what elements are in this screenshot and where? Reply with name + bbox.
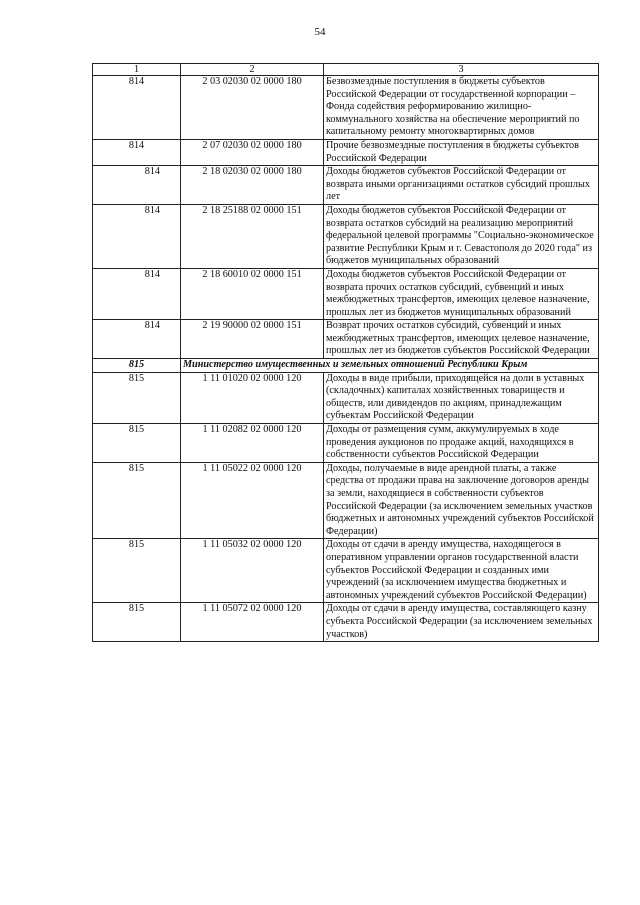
budget-classification-code-cell: 2 19 90000 02 0000 151 bbox=[181, 320, 324, 359]
income-description-cell: Доходы, получаемые в виде арендной платы, а также средства от продажи права на заключение договоров аренды за земли, находящиеся в собственности субъектов Российской Федерации (за исключением земельных участков бюджетных и автономных учреждений субъектов Российской Федерации) bbox=[324, 462, 599, 539]
admin-code-cell: 815 bbox=[93, 603, 181, 642]
column-header-3: 3 bbox=[324, 64, 599, 76]
table-row bbox=[93, 603, 599, 642]
admin-code-cell: 815 bbox=[93, 539, 181, 603]
budget-classification-code-cell: 2 18 25188 02 0000 151 bbox=[181, 204, 324, 268]
table-row bbox=[93, 139, 599, 165]
budget-classification-code-cell: 1 11 02082 02 0000 120 bbox=[181, 424, 324, 463]
table-row bbox=[93, 166, 599, 205]
income-description-cell: Доходы бюджетов субъектов Российской Федерации от возврата остатков субсидий на реализацию мероприятий федеральной целевой программы "Социально-экономическое развитие Республики Крым и г. Севастополя до 2020 года" из бюджетов муниципальных образований bbox=[324, 204, 599, 268]
budget-classification-code-cell: 1 11 05032 02 0000 120 bbox=[181, 539, 324, 603]
table-row bbox=[93, 372, 599, 423]
admin-code-cell: 815 bbox=[93, 462, 181, 539]
admin-code-cell: 814 bbox=[93, 320, 181, 359]
income-description-cell: Безвозмездные поступления в бюджеты субъектов Российской Федерации от государственной корпорации – Фонда содействия реформированию жилищно-коммунального хозяйства на обеспечение мероприятий по капитальному ремонту многоквартирных домов bbox=[324, 76, 599, 140]
table-row bbox=[93, 204, 599, 268]
income-description-cell: Доходы бюджетов субъектов Российской Федерации от возврата прочих остатков субсидий, субвенций и иных межбюджетных трансфертов, имеющих целевое назначение, прошлых лет из бюджетов муниципальных образований bbox=[324, 268, 599, 319]
table-row bbox=[93, 539, 599, 603]
ministry-title-cell: Министерство имущественных и земельных отношений Республики Крым bbox=[181, 359, 599, 373]
table-row bbox=[93, 320, 599, 359]
admin-code-cell: 814 bbox=[93, 268, 181, 319]
income-description-cell: Доходы от сдачи в аренду имущества, находящегося в оперативном управлении органов государственной власти субъектов Российской Федерации и созданных ими учреждений (за исключением имущества бюджетных и автономных учреждений субъектов Российской Федерации) bbox=[324, 539, 599, 603]
admin-code-cell: 815 bbox=[93, 372, 181, 423]
table-row bbox=[93, 462, 599, 539]
admin-code-cell: 815 bbox=[93, 424, 181, 463]
budget-classification-code-cell: 1 11 05022 02 0000 120 bbox=[181, 462, 324, 539]
budget-classification-code-cell: 2 18 02030 02 0000 180 bbox=[181, 166, 324, 205]
table-row bbox=[93, 268, 599, 319]
income-description-cell: Доходы от размещения сумм, аккумулируемых в ходе проведения аукционов по продаже акций, находящихся в собственности субъектов Российской Федерации bbox=[324, 424, 599, 463]
budget-classification-code-cell: 1 11 01020 02 0000 120 bbox=[181, 372, 324, 423]
budget-classification-code-cell: 2 18 60010 02 0000 151 bbox=[181, 268, 324, 319]
ministry-row bbox=[93, 359, 599, 373]
ministry-code-cell: 815 bbox=[93, 359, 181, 373]
table-row bbox=[93, 424, 599, 463]
admin-code-cell: 814 bbox=[93, 139, 181, 165]
table-row bbox=[93, 76, 599, 140]
income-description-cell: Доходы бюджетов субъектов Российской Федерации от возврата иными организациями остатков субсидий прошлых лет bbox=[324, 166, 599, 205]
income-description-cell: Прочие безвозмездные поступления в бюджеты субъектов Российской Федерации bbox=[324, 139, 599, 165]
budget-classification-code-cell: 1 11 05072 02 0000 120 bbox=[181, 603, 324, 642]
admin-code-cell: 814 bbox=[93, 166, 181, 205]
budget-classification-code-cell: 2 07 02030 02 0000 180 bbox=[181, 139, 324, 165]
budget-classification-code-cell: 2 03 02030 02 0000 180 bbox=[181, 76, 324, 140]
column-header-1: 1 bbox=[93, 64, 181, 76]
table-header-row bbox=[93, 64, 599, 76]
page-number: 54 bbox=[314, 26, 326, 38]
income-description-cell: Доходы от сдачи в аренду имущества, составляющего казну субъекта Российской Федерации (за исключением земельных участков) bbox=[324, 603, 599, 642]
admin-code-cell: 814 bbox=[93, 204, 181, 268]
income-description-cell: Доходы в виде прибыли, приходящейся на доли в уставных (складочных) капиталах хозяйственных товариществ и обществ, или дивидендов по акциям, принадлежащим субъектам Российской Федерации bbox=[324, 372, 599, 423]
admin-code-cell: 814 bbox=[93, 76, 181, 140]
income-codes-table bbox=[92, 63, 599, 642]
column-header-2: 2 bbox=[181, 64, 324, 76]
income-description-cell: Возврат прочих остатков субсидий, субвенций и иных межбюджетных трансфертов, имеющих целевое назначение, прошлых лет из бюджетов субъектов Российской Федерации bbox=[324, 320, 599, 359]
